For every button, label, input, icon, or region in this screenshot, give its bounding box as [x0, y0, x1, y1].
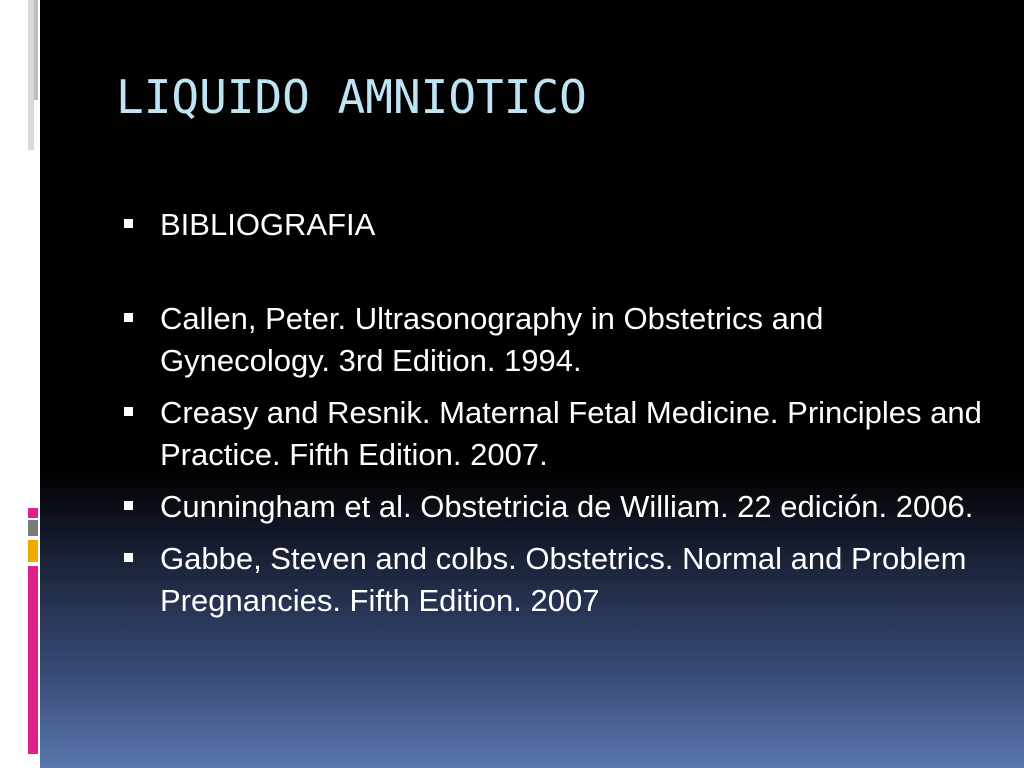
slide-title: LIQUIDO AMNIOTICO — [116, 70, 587, 124]
square-bullet-icon — [124, 407, 133, 416]
square-bullet-icon — [124, 219, 133, 228]
decorative-bar — [0, 150, 40, 510]
bullet-list — [124, 204, 984, 632]
bullet-item — [124, 486, 984, 528]
bullet-item — [124, 204, 984, 246]
bullet-item — [124, 298, 984, 382]
decorative-bar — [28, 566, 38, 754]
decorative-bar — [28, 540, 38, 562]
bullet-text: Creasy and Resnik. Maternal Fetal Medicine. Principles and Practice. Fifth Edition. 2007. — [160, 395, 982, 472]
decorative-bar — [28, 520, 38, 536]
decorative-bar — [28, 508, 38, 518]
bullet-item — [124, 392, 984, 476]
bullet-item — [124, 538, 984, 622]
bullet-text: BIBLIOGRAFIA — [160, 207, 376, 242]
decorative-bar — [34, 0, 38, 100]
bullet-text: Gabbe, Steven and colbs. Obstetrics. Normal and Problem Pregnancies. Fifth Edition. 2007 — [160, 541, 967, 618]
bullet-text: Cunningham et al. Obstetricia de William. 22 edición. 2006. — [160, 489, 974, 524]
square-bullet-icon — [124, 553, 133, 562]
square-bullet-icon — [124, 501, 133, 510]
square-bullet-icon — [124, 313, 133, 322]
bullet-text: Callen, Peter. Ultrasonography in Obstetrics and Gynecology. 3rd Edition. 1994. — [160, 301, 824, 378]
